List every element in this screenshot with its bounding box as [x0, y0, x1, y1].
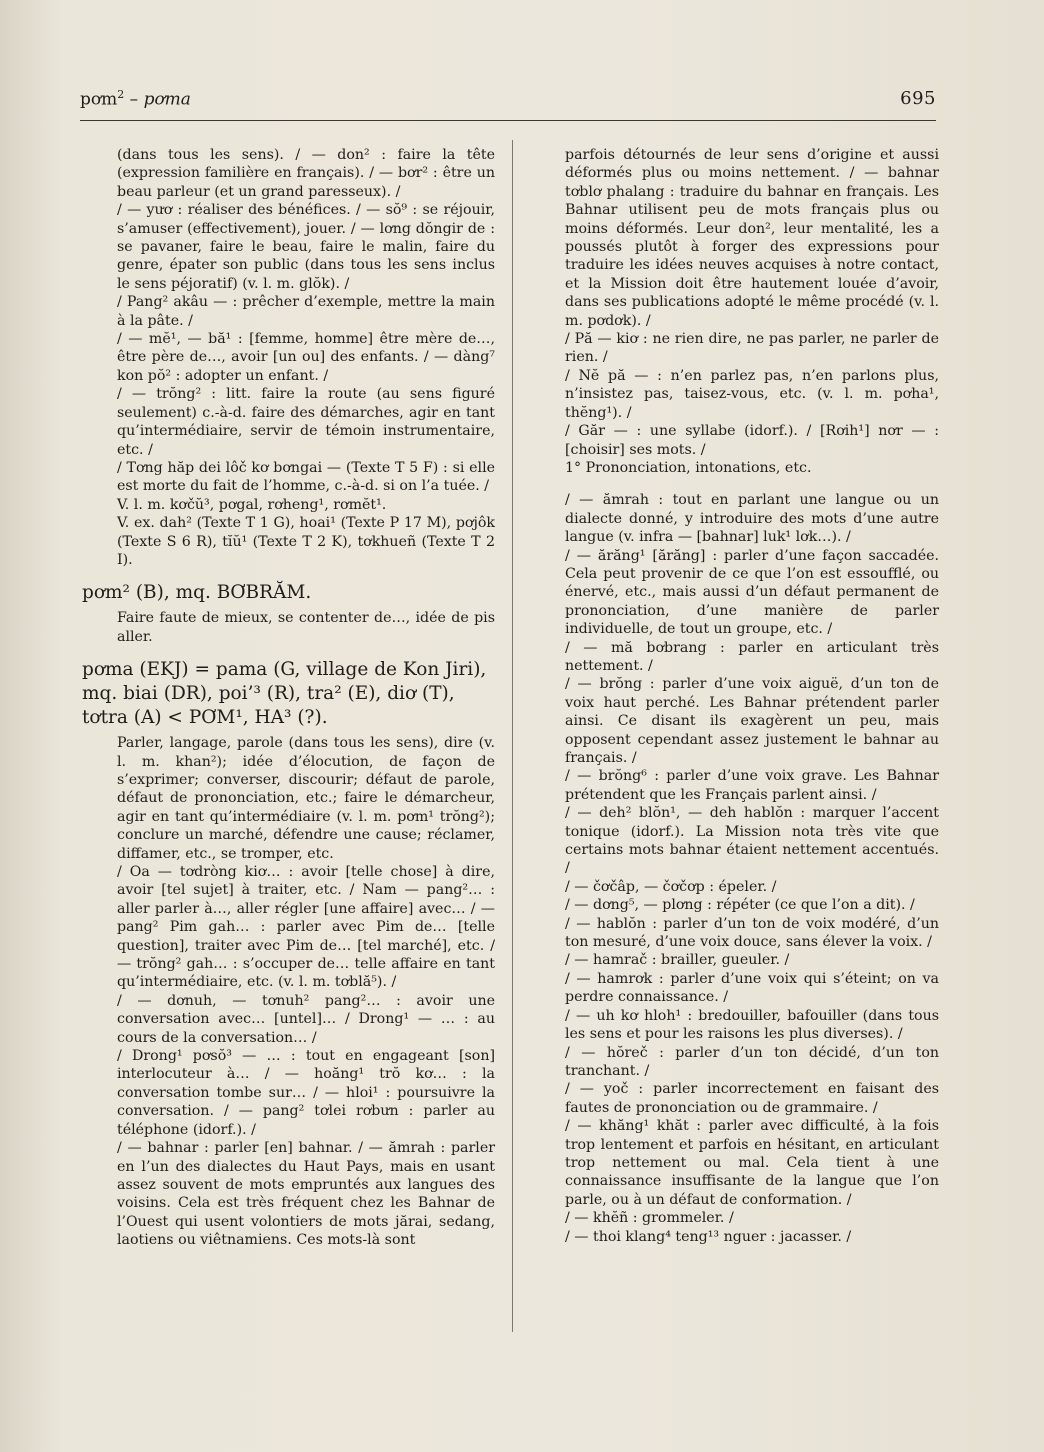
section-para: / — khăng¹ khăt : parler avec difficulté, à la fois trop lentement et parfois en hésitant, en articulant trop nettement ou mal. Cela tient à une connaissance insuffisante de la langue que l’on parle, ou à un défaut de conformation. /	[565, 1118, 939, 1208]
continuation-para: / Tơng hăp dei lôč kơ bơngai — (Texte T 5 F) : si elle est morte du fait de l’homme, c.-à-d. si on l’a tuée. /	[117, 459, 495, 495]
column-divider	[512, 140, 513, 1332]
entry-para: / Nĕ pă — : n’en parlez pas, n’en parlons plus, n’insistez pas, taisez-vous, etc. (v. l. m. pơha¹, thĕng¹). /	[565, 367, 939, 421]
entry-definition-pom2: Faire faute de mieux, se contenter de…, idée de pis aller.	[117, 610, 495, 645]
continuation-para: / — mĕ¹, — bă¹ : [femme, homme] être mère de…, être père de…, avoir [un ou] des enfants. / — dàng⁷ kon pŏ² : adopter un enfant. /	[117, 331, 495, 384]
section-para: / — uh kơ hloh¹ : bredouiller, bafouiller (dans tous les sens et pour les raisons les plus diverses). /	[565, 1007, 939, 1043]
header-rule	[80, 120, 936, 121]
right-column	[565, 146, 939, 1246]
section-para: / — deh² blŏn¹, — deh hablŏn : marquer l’accent tonique (idorf.). La Mission nota très vite que certains mots bahnar étaient nettement accentués. /	[565, 805, 939, 877]
entry-para: Parler, langage, parole (dans tous les sens), dire (v. l. m. khan²); idée d’élocution, de façon de s’exprimer; converser, discourir; défaut de parole, défaut de prononciation, etc.; faire le démarcheur, agir en tant qu’intermédiaire (v. l. m. pơm¹ trŏng²); conclure un marché, défendre une cause; réclamer, diffamer, etc., se tromper, etc.	[117, 735, 495, 862]
section-para: / — čơčâp, — čơčơp : épeler. /	[565, 878, 777, 895]
entry-para: / Drong¹ pơsŏ³ — … : tout en engageant [son] interlocuteur à… / — hoăng¹ trŏ kơ… : la conversation tombe sur… / — hloi¹ : poursuivre la conversation. / — pang² tơlei rơbưn : parler au téléphone (idorf.). /	[117, 1048, 495, 1138]
running-head: pơm$^2$ – pơma	[80, 88, 191, 110]
continuation-para: (dans tous les sens). / — don² : faire la tête (expression familière en français). / — bơr² : être un beau parleur (et un grand paresseux). /	[117, 147, 495, 200]
entry-para: / Găr — : une syllabe (idorf.). / [Rơih¹] nơr — : [choisir] ses mots. /	[565, 423, 939, 458]
continuation-para: / Pang² akâu — : prêcher d’exemple, mettre la main à la pâte. /	[117, 294, 495, 329]
section-para: / — hamrơk : parler d’une voix qui s’éteint; on va perdre connaissance. /	[565, 970, 939, 1006]
left-column	[82, 146, 495, 1250]
section-para: / — brŏng⁶ : parler d’une voix grave. Les Bahnar prétendent que les Français parlent ainsi. /	[565, 768, 939, 803]
continuation-para: / — trŏng² : litt. faire la route (au sens figuré seulement) c.-à-d. faire des démarches, agir en tant qu’intermédiaire, servir de témoin instrumentaire, etc. /	[117, 386, 495, 458]
entry-para: / Oa — tơdròng kiơ… : avoir [telle chose] à dire, avoir [tel sujet] à traiter, etc. / Nam — pang²… : aller parler à…, aller régler [une affaire] avec… / — pang² Pim gah… : parler avec Pim de… [telle question], traiter avec Pim de… [tel marché], etc. / — trŏng² gah… : s’occuper de… telle affaire en tant qu’intermédiaire, etc. (v. l. m. tơblă⁵). /	[117, 864, 495, 991]
section-para: / — dơng⁵, — plơng : répéter (ce que l’on a dit). /	[565, 897, 915, 914]
section-para: / — khĕñ : grommeler. /	[565, 1210, 734, 1227]
continuation-para: V. ex. dah² (Texte T 1 G), hoai¹ (Texte P 17 M), pơjôk (Texte S 6 R), tĭŭ¹ (Texte T 2 K), tơkhueñ (Texte T 2 I).	[117, 515, 495, 568]
entry-headword-pom2: pơm² (B), mq. BƠBRĂM.	[82, 582, 312, 604]
continuation-para: / — yươ : réaliser des bénéfices. / — sŏ⁹ : se réjouir, s’amuser (effectivement), jouer. / — lơng dŏngir de : se pavaner, faire le beau, faire le malin, faire du genre, épater son public (dans tous les sens inclus le sens péjoratif) (v. l. m. glŏk). /	[117, 202, 495, 292]
continuation-para: V. l. m. kơčŭ³, pơgal, rơheng¹, rơmĕt¹.	[117, 496, 387, 513]
page-number: 695	[900, 88, 936, 109]
section-para: / — ărăng¹ [ărăng] : parler d’une façon saccadée. Cela peut provenir de ce que l’on est essoufflé, ou énervé, etc., mais aussi d’un défaut permanent de prononciation, d’une manière de parler individuelle, de tout un groupe, etc. /	[565, 547, 939, 638]
running-header	[80, 88, 936, 118]
entry-para: / — bahnar : parler [en] bahnar. / — ămrah : parler en l’un des dialectes du Haut Pays, mais en usant assez souvent de mots empruntés aux langues des voisins. Cela est très fréquent chez les Bahnar de l’Ouest qui usent volontiers de mots jărai, sedang, laotiens ou viêtnamiens. Ces mots-là sont	[117, 1140, 495, 1249]
section-para: / — hamrač : brailler, gueuler. /	[565, 952, 790, 969]
section-para: / — brŏng : parler d’une voix aiguë, d’un ton de voix haut perché. Les Bahnar prétendent parler ainsi. Ce disant ils exagèrent un peu, mais opposent cependant assez justement le bahnar au français. /	[565, 676, 939, 766]
entry-para: / Pă — kiơ : ne rien dire, ne pas parler, ne parler de rien. /	[565, 331, 939, 366]
entry-headword-poma: pơma (EKJ) = pama (G, village de Kon Jiri), mq. biai (DR), poi’³ (R), tra² (E), diơ (T), tơtra (A) < PƠM¹, HA³ (?).	[82, 659, 487, 729]
entry-para: / — dơnuh, — tơnuh² pang²… : avoir une conversation avec… [untel]… / Drong¹ — … : au cours de la conversation… /	[117, 992, 495, 1046]
section-para: / — ămrah : tout en parlant une langue ou un dialecte donné, y introduire des mots d’une autre langue (v. infra — [bahnar] luk¹ lơk…). /	[565, 492, 939, 546]
section-para: / — hablŏn : parler d’un ton de voix modéré, d’un ton mesuré, d’une voix douce, sans élever la voix. /	[565, 915, 939, 951]
section-para: / — thoi klang⁴ teng¹³ nguer : jacasser. /	[565, 1228, 852, 1245]
section-para: / — yoč : parler incorrectement en faisant des fautes de prononciation ou de grammaire. /	[565, 1081, 939, 1116]
entry-para: parfois détournés de leur sens d’origine et aussi déformés plus ou moins nettement. / — bahnar tơblơ phalang : traduire du bahnar en français. Les Bahnar utilisent peu de mots français plus ou moins déformés. Leur don², leur mentalité, les a poussés plutôt à forger des expressions pour traduire les idées neuves acquises à notre contact, et la Mission doit être hautement louée d’avoir, dans ses publications adopté le même procédé (v. l. m. pơdơk). /	[565, 147, 939, 329]
section-para: / — mă bơbrang : parler en articulant très nettement. /	[565, 639, 939, 674]
section-para: / — hŏreč : parler d’un ton décidé, d’un ton tranchant. /	[565, 1044, 939, 1079]
section-title: 1° Prononciation, intonations, etc.	[565, 459, 812, 476]
